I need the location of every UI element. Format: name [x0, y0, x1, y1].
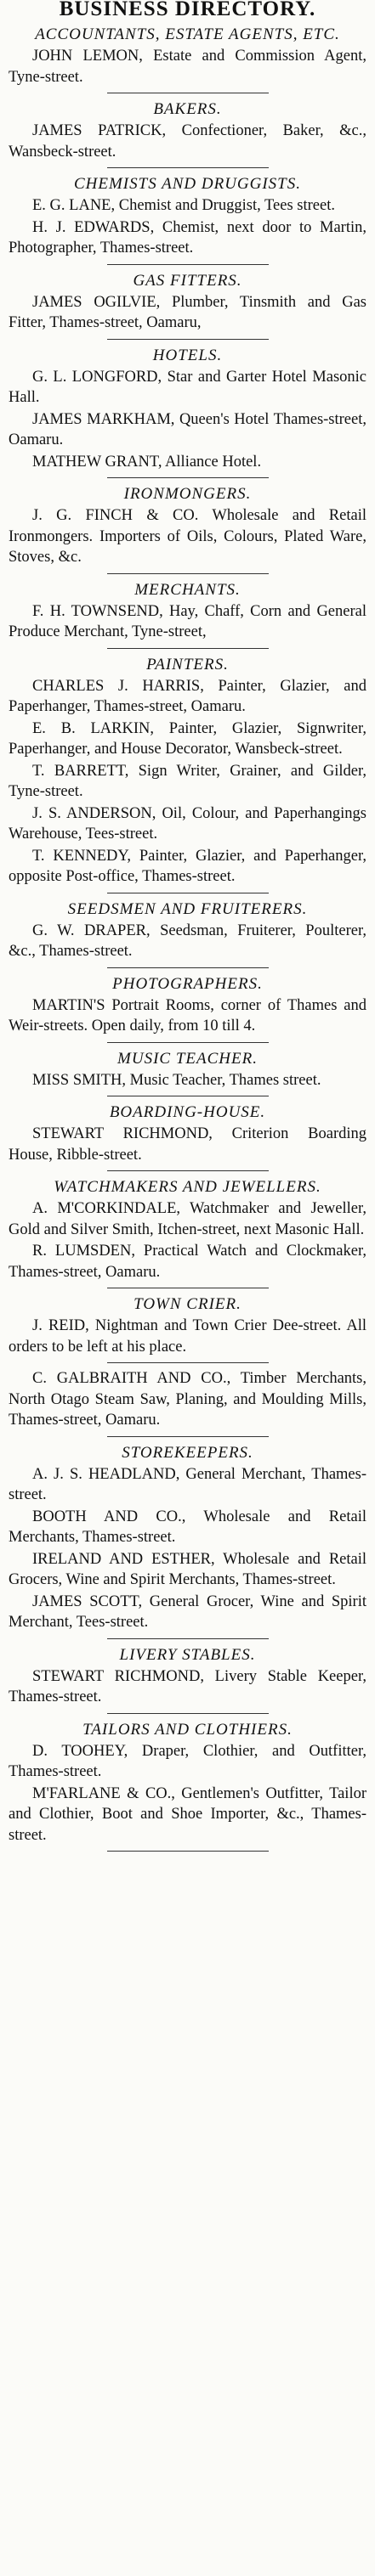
directory-entry: R. LUMSDEN, Practical Watch and Clockmaker, Thames-street, Oamaru. — [9, 1243, 366, 1281]
directory-section — [9, 99, 366, 168]
section-divider — [107, 1170, 269, 1171]
directory-entry: JAMES OGILVIE, Plumber, Tinsmith and Gas Fitter, Thames-street, Oamaru, — [9, 293, 366, 331]
directory-sections — [9, 24, 366, 1852]
category-heading: MUSIC TEACHER. — [117, 1049, 258, 1068]
category-heading: TOWN CRIER. — [134, 1295, 241, 1313]
category-heading: PAINTERS. — [146, 655, 229, 674]
section-divider — [107, 264, 269, 265]
directory-section — [9, 1368, 366, 1437]
section-divider — [107, 339, 269, 340]
category-heading: HOTELS. — [152, 346, 223, 364]
directory-entry: MATHEW GRANT, Alliance Hotel. — [32, 453, 262, 471]
category-heading: STOREKEEPERS. — [122, 1443, 253, 1462]
section-divider — [107, 967, 269, 968]
directory-section — [9, 654, 366, 893]
directory-section — [9, 173, 366, 265]
directory-section — [9, 345, 366, 479]
directory-entry: H. J. EDWARDS, Chemist, next door to Martin, Photographer, Thames-street. — [9, 218, 366, 256]
directory-entry: J. G. FINCH & CO. Wholesale and Retail Ironmongers. Importers of Oils, Colours, Plated Ware, Stoves, &c. — [9, 507, 366, 566]
directory-section — [9, 24, 366, 93]
section-divider — [107, 1638, 269, 1639]
directory-section — [9, 1102, 366, 1171]
directory-entry: C. GALBRAITH AND CO., Timber Merchants, North Otago Steam Saw, Planing, and Moulding Mills, Thames-street, Oamaru. — [9, 1370, 366, 1429]
category-heading: ACCOUNTANTS, ESTATE AGENTS, ETC. — [35, 25, 340, 43]
directory-entry: E. G. LANE, Chemist and Druggist, Tees street. — [32, 197, 335, 214]
section-divider — [107, 1436, 269, 1437]
directory-entry: A. J. S. HEADLAND, General Merchant, Thames-street. — [9, 1465, 366, 1503]
section-divider — [107, 1851, 269, 1852]
section-divider — [107, 648, 269, 649]
section-divider — [107, 1713, 269, 1714]
directory-entry: MISS SMITH, Music Teacher, Thames street. — [32, 1071, 321, 1089]
category-heading: IRONMONGERS. — [123, 485, 252, 503]
directory-entry: T. KENNEDY, Painter, Glazier, and Paperhanger, opposite Post-office, Thames-street. — [9, 847, 366, 885]
category-heading: TAILORS AND CLOTHIERS. — [82, 1720, 293, 1739]
directory-section — [9, 1644, 366, 1714]
directory-entry: E. B. LARKIN, Painter, Glazier, Signwriter, Paperhanger, and House Decorator, Wansbeck-street. — [9, 719, 366, 758]
directory-section — [9, 899, 366, 968]
category-heading: GAS FITTERS. — [133, 271, 242, 290]
section-divider — [107, 167, 269, 168]
category-heading: CHEMISTS AND DRUGGISTS. — [73, 175, 301, 193]
page-title: BUSINESS DIRECTORY. — [59, 0, 316, 20]
directory-section — [9, 1442, 366, 1639]
directory-entry: STEWART RICHMOND, Livery Stable Keeper, Thames-street. — [9, 1667, 366, 1705]
directory-entry: CHARLES J. HARRIS, Painter, Glazier, and Paperhanger, Thames-street, Oamaru. — [9, 677, 366, 715]
directory-section — [9, 483, 366, 574]
section-divider — [107, 1362, 269, 1363]
section-divider — [107, 477, 269, 478]
directory-entry: T. BARRETT, Sign Writer, Grainer, and Gilder, Tyne-street. — [9, 762, 366, 800]
directory-section — [9, 270, 366, 340]
directory-entry: J. S. ANDERSON, Oil, Colour, and Paperhangings Warehouse, Tees-street. — [9, 804, 366, 843]
directory-entry: M'FARLANE & CO., Gentlemen's Outfitter, Tailor and Clothier, Boot and Shoe Importer, &c., Thames-street. — [9, 1784, 366, 1844]
directory-entry: MARTIN'S Portrait Rooms, corner of Thames and Weir-streets. Open daily, from 10 till 4. — [9, 996, 366, 1034]
category-heading: SEEDSMEN AND FRUITERERS. — [67, 899, 308, 918]
category-heading: WATCHMAKERS AND JEWELLERS. — [54, 1178, 321, 1196]
section-divider — [107, 1042, 269, 1043]
category-heading: BOARDING-HOUSE. — [109, 1103, 266, 1121]
directory-entry: JAMES MARKHAM, Queen's Hotel Thames-street, Oamaru. — [9, 410, 366, 448]
directory-entry: J. REID, Nightman and Town Crier Dee-street. All orders to be left at his place. — [9, 1317, 366, 1356]
directory-section — [9, 1719, 366, 1852]
directory-entry: JAMES PATRICK, Confectioner, Baker, &c., Wansbeck-street. — [9, 122, 366, 161]
category-heading: LIVERY STABLES. — [119, 1645, 256, 1664]
directory-entry: STEWART RICHMOND, Criterion Boarding House, Ribble-street. — [9, 1125, 366, 1164]
directory-section — [9, 973, 366, 1043]
category-heading: MERCHANTS. — [134, 580, 241, 599]
category-heading: BAKERS. — [153, 100, 222, 118]
directory-entry: JAMES SCOTT, General Grocer, Wine and Spirit Merchant, Tees-street. — [9, 1592, 366, 1631]
directory-section — [9, 1048, 366, 1097]
directory-entry: F. H. TOWNSEND, Hay, Chaff, Corn and General Produce Merchant, Tyne-street, — [9, 602, 366, 640]
directory-entry: IRELAND AND ESTHER, Wholesale and Retail Grocers, Wine and Spirit Merchants, Thames-street. — [9, 1550, 366, 1588]
directory-entry: D. TOOHEY, Draper, Clothier, and Outfitter, Thames-street. — [9, 1742, 366, 1780]
directory-entry: BOOTH AND CO., Wholesale and Retail Merchants, Thames-street. — [9, 1508, 366, 1546]
section-divider — [107, 573, 269, 574]
directory-entry: G. W. DRAPER, Seedsman, Fruiterer, Poulterer, &c., Thames-street. — [9, 922, 366, 960]
directory-section — [9, 1176, 366, 1288]
directory-entry: JOHN LEMON, Estate and Commission Agent, Tyne-street. — [9, 48, 366, 86]
category-heading: PHOTOGRAPHERS. — [112, 974, 263, 993]
directory-entry: A. M'CORKINDALE, Watchmaker and Jeweller, Gold and Silver Smith, Itchen-street, next Masonic Hall. — [9, 1200, 366, 1238]
directory-entry: G. L. LONGFORD, Star and Garter Hotel Masonic Hall. — [9, 368, 366, 406]
directory-section — [9, 1294, 366, 1363]
directory-section — [9, 579, 366, 649]
